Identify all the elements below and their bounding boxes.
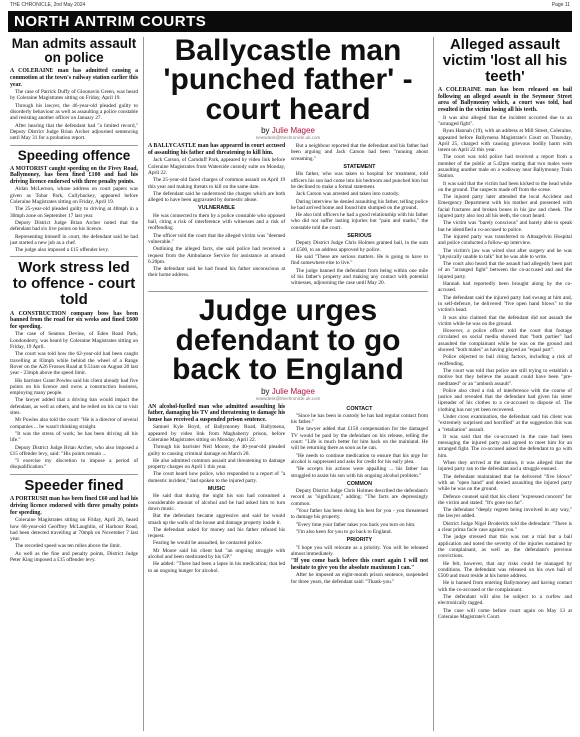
paragraph: The victim was "barely conscious" and barely able to speak but he identified a co-accused to police. bbox=[438, 220, 572, 233]
paragraph: Through his barrister Neil Moore, the 40-year-old pleaded guilty to causing criminal damage on March 28. bbox=[148, 444, 286, 457]
lead-paragraph: AN alcohol-fuelled man who admitted assaulting his father, damaging his TV and threatening to damage his house has received a suspended prison sentence. bbox=[148, 403, 286, 423]
byline: by Julie Magee bbox=[261, 386, 315, 396]
paragraph: The case of Patrick Duffy of Gloonavin Green, was heard by Coleraine Magistrates sitting on Friday, April 19. bbox=[10, 89, 138, 102]
paragraph: Ryan Hannah (19), with an address at Mill Street, Coleraine, appeared before Ballymena Magistrate's Court on Thursday, April 25, charged with causing grievous bodily harm with intent on April 22 this year. bbox=[438, 128, 572, 154]
headline: Alleged assault victim 'lost all his teeth' bbox=[442, 37, 568, 85]
article-man-admits-assault bbox=[10, 37, 138, 142]
paragraph: Jack Carson was arrested and taken into custody. bbox=[295, 191, 400, 198]
paragraph: The officer told the court that the alleged victim was "deemed vulnerable." bbox=[148, 232, 286, 245]
paragraph: "He needs to continue medication to ensure that his urge for alcohol is suppressed and asks for credit for his early plea. bbox=[290, 452, 428, 465]
paragraph: The defendant said he understood the charges which are both alleged to have been aggravated by domestic abuse. bbox=[148, 190, 286, 204]
paragraph: Coleraine Magistrates sitting on Friday, April 26, heard how 68-year-old Geoffrey McLaughlin, of Harbour Road, had been detected travelling at 70mph on November 7 last year. bbox=[10, 517, 138, 543]
paragraph: Through his lawyer, the 46-year-old pleaded guilty to disorderly behaviour as well as assaulting a police constable and resisting another officer on January 27. bbox=[10, 102, 138, 122]
article-speeder-fined bbox=[10, 478, 138, 564]
page-number: Page 11 bbox=[551, 2, 570, 8]
right-column bbox=[438, 37, 572, 733]
article-work-stress bbox=[10, 260, 138, 470]
headline: Man admits assault on police bbox=[11, 37, 137, 66]
subhead: VULNERABLE bbox=[198, 205, 236, 212]
paragraph: After hearing that the defendant had "a limited record," Deputy District Judge Brian Archer adjourned sentencing until May 31 for a probation report. bbox=[10, 122, 138, 142]
paragraph: Jack Carson, of Carnduff Park, appeared by video link before Coleraine Magistrates from Waterside custody suite on Monday, April 22. bbox=[148, 157, 286, 176]
lead-paragraph: A MOTORIST caught speeding on the Fivey Road, Ballymoney, has been fined £100 and had his driving licence endorsed with three penalty points. bbox=[10, 165, 138, 185]
paragraph: Deputy District Judge Brian Archer, who also imposed a £15 offender levy, said: "His points remain ... bbox=[10, 444, 138, 457]
paragraph: "I hope you will relocate as a priority. You will be released almost immediately. bbox=[290, 544, 428, 557]
paragraph: The lawyer added that £150 compensation for the damaged TV would be paid by the defendant on his release, telling the court: "Life is much better for him back on the mainland. He will be returning there as soon as he can. bbox=[290, 426, 428, 452]
article-ballycastle bbox=[148, 36, 428, 287]
article-speeding-offence bbox=[10, 149, 138, 254]
paragraph: "He accepts his actions were appalling ... his father has struggled to assist his son with his ongoing alcohol problem." bbox=[290, 466, 428, 479]
byline: by Julie Magee bbox=[261, 126, 315, 136]
author-email: newsdesk@thechronicle.uk.com bbox=[255, 395, 321, 401]
paragraph: The judge stressed that this was not a trial but a bail application and noted the severity of the injuries sustained by the complainant, as well as the defendant's previous convictions. bbox=[438, 534, 572, 560]
paragraph: The court was told how the 62-year-old had been caught travelling at 83mph while behind the wheel of a Range Rover on the A26 Frosses Road at 9.51am on August 20 last year - 23mph above the speed limit. bbox=[10, 351, 138, 377]
headline: Speeding offence bbox=[17, 147, 131, 163]
paragraph: He said that during the night his son had consumed a considerable amount of alcohol and he had asked him to turn down music. bbox=[148, 493, 286, 512]
main-headline: Judge urges defendant to go back to England bbox=[172, 294, 404, 387]
lead-paragraph: A COLERAINE man has admitted causing a commotion at the town's railway station earlier this year. bbox=[10, 68, 138, 88]
paragraph: It was said that the victim had been kicked to the head while on the ground. The suspects made off from the scene. bbox=[438, 180, 572, 193]
paragraph: The injured party later attended the local Accident and Emergency Department with his mother and presented with facial fractures and broken bones in his jaw and cheek. The injured party also lost all his teeth, the court heard. bbox=[438, 194, 572, 220]
main-headline: Ballycastle man 'punched father' - court heard bbox=[163, 36, 413, 126]
paragraph: He felt, however, that any risks could be managed by conditions. The defendant was released on his own bail of £500 and must reside at his home address. bbox=[438, 560, 572, 580]
paragraph: The defendant maintained that he delivered "five blows" with an "open hand" and denied assaulting the injured party while he was on the ground. bbox=[438, 473, 572, 493]
paragraph: Representing himself in court, the defendant said he had just started a new job as a chef. bbox=[10, 233, 138, 246]
lead-paragraph: A PORTRUSH man has been fined £60 and had his driving licence endorsed with three penalty points for speeding. bbox=[10, 496, 138, 516]
paragraph: The defendant said the injured party had swung at him and, in self-defence, he delivered "five open hand blows" to the victim's head. bbox=[438, 294, 572, 314]
subhead: STATEMENT bbox=[343, 164, 376, 171]
paragraph: When they arrived at the station, it was alleged that the injured party ran to the defendant and a struggle ensued. bbox=[438, 460, 572, 473]
subhead: COMMON bbox=[346, 480, 372, 487]
headline: Speeder fined bbox=[24, 476, 124, 494]
paragraph: "Since he has been in custody he has had regular contact from his father." bbox=[290, 412, 428, 426]
headline: Work stress led to offence - court told bbox=[12, 259, 136, 308]
paragraph: The injured party was transferred to Altnagelvin Hospital and police conducted a follow-up interview. bbox=[438, 233, 572, 247]
publication-date: THE CHRONICLE, 2nd May 2024 bbox=[10, 2, 86, 8]
divider bbox=[10, 256, 138, 257]
paragraph: The case will come before court again on May 13 at Coleraine Magistrate's Court. bbox=[438, 607, 572, 620]
paragraph: It was also claimed that the defendant did not assault the victim while he was on the ground. bbox=[438, 314, 572, 327]
paragraph: The lawyer added that a driving ban would impact the defendant, as well as others, and he relied on his car to visit sites. bbox=[10, 397, 138, 417]
paragraph: The court also heard that the assault had allegedly been part of an "arranged fight" between the co-accused and and the injured party. bbox=[438, 261, 572, 280]
paragraph: The court heard how police, who responded to a report of "a domestic incident," had spoken to the injured party. bbox=[148, 471, 286, 484]
paragraph: Aidan McLernon, whose address on court papers was given as Tobar Park, Cullybackey, appeared before Coleraine Magistrates sitting on Friday, April 19. bbox=[10, 186, 138, 206]
subhead: SERIOUS bbox=[347, 233, 372, 240]
paragraph: He also told officers he had a good relationship with his father who did not suffer lasting injuries but "pain and marks," the constable told the court. bbox=[290, 212, 428, 231]
divider bbox=[10, 474, 138, 475]
page-header bbox=[0, 0, 580, 9]
paragraph: Fearing he would be assaulted, he contacted police. bbox=[153, 540, 262, 547]
paragraph: He added: "There had been a lapse in his medication; that led to an ongoing hunger for alcohol. bbox=[148, 561, 286, 574]
paragraph: Outlining the alleged facts, she said police had received a request from the Ambulance Service for assistance at around 6.20pm. bbox=[148, 246, 286, 265]
pull-quote: "If you come back before this court again I will not hesitate to give you the absolute maximum I can." bbox=[290, 558, 428, 571]
paragraph: Mr Powles also told the court: "He is a director of several companies ... he wasn't thinking straight. bbox=[10, 417, 138, 430]
paragraph: Deputy District Judge Brian Archer noted that the defendant had six live points on his licence. bbox=[10, 219, 138, 233]
paragraph: The defendant asked for money and his father refused his request. bbox=[148, 526, 286, 540]
paragraph: He said "These are serious matters. He is going to have to find somewhere else to live." bbox=[290, 253, 428, 267]
paragraph: Police objected to bail citing factors, including a risk of reoffending. bbox=[438, 354, 572, 367]
author: Julie Magee bbox=[271, 386, 315, 396]
paragraph: His barrister Grant Powles said his client already had five points on his licence and owns a construction business, employing many people. bbox=[10, 377, 138, 397]
column-rule bbox=[433, 37, 434, 731]
paragraph: During interview he denied assaulting his father, telling police he had arrived home and found him slumped on the ground. bbox=[290, 198, 428, 211]
article-body bbox=[10, 496, 138, 563]
paragraph: The judge banned the defendant from being within one mile of his father's property and making any contact with potential witnesses, adjourning the case until May 20. bbox=[290, 267, 428, 287]
article-body bbox=[10, 166, 138, 254]
article-body bbox=[10, 68, 138, 141]
article-body bbox=[10, 311, 138, 471]
paragraph: Deputy District Judge Chris Holmes described the defendant's record as "significant," adding: "The facts are depressingly common. bbox=[290, 488, 428, 507]
left-column bbox=[10, 37, 138, 733]
paragraph: Defence counsel said that his client "expressed concern" for the victim and stated: "It's gone too far". bbox=[438, 493, 572, 506]
paragraph: "Your father has been doing his best for you - you threatened to damage his property. bbox=[290, 508, 428, 521]
paragraph: The victim's jaw was wired shut after surgery and he was "physically unable to talk" but he was able to write. bbox=[438, 247, 572, 260]
paragraph: He was connected to them by a police constable who opposed bail, citing a risk of interference with witnesses and a risk of reoffending. bbox=[148, 212, 286, 232]
lead-paragraph: A BALLYCASTLE man has appeared in court accused of assaulting his father and threatening to kill him. bbox=[148, 143, 286, 156]
lead-paragraph: A COLERAINE man has been released on bail following an alleged assault in the Seymour Street area of Ballymoney which, a court was told, had resulted in the victim losing all his teeth. bbox=[438, 87, 572, 114]
paragraph: The recorded speed was ten miles above the limit. bbox=[15, 543, 122, 550]
paragraph: Hannah had reportedly been brought along by the co-accused. bbox=[438, 281, 572, 294]
paragraph: Mr Moore said his client had "an ongoing struggle with alcohol and been medicated by his GP." bbox=[148, 547, 286, 560]
divider bbox=[10, 145, 138, 146]
paragraph: The case of Seamus Devine, of Eden Road Park, Londonderry, was heard by Coleraine Magistrates sitting on Friday, 19 April. bbox=[10, 331, 138, 351]
paragraph: It was also alleged that the incident occurred due to an "arranged fight". bbox=[438, 114, 572, 127]
paragraph: The defendant will also be subject to a curfew and electronically tagged. bbox=[438, 594, 572, 607]
paragraph: The court was told police had received a report from a member of the public at 5.42pm stating that two males were assaulting another male on a walkway near Ballymoney Train Station. bbox=[438, 154, 572, 180]
author-email: newsdesk@thechronicle.uk.com bbox=[255, 135, 321, 141]
article-alleged-assault bbox=[438, 37, 572, 620]
paragraph: "It was the stress of work; he has been driving all his life." bbox=[10, 430, 138, 444]
paragraph: The court was told that police are still trying to establish a motive but they believe the assault could have been "pre-meditated" or an "ambush assault". bbox=[438, 367, 572, 387]
paragraph: The defendant "deeply regrets being involved in any way," the lawyer added. bbox=[438, 507, 572, 520]
paragraph: After he imposed an eight-month prison sentence, suspended for three years, the defendant said: "Thank-you." bbox=[290, 572, 428, 585]
paragraph: It was said that the co-accused in the case had been messaging the injured party and agreed to meet him for an arranged fight. The co-accused asked the defendant to go with him. bbox=[438, 433, 572, 459]
paragraph: However, a police officer told the court that footage circulated on social media showed that "both parties" had assaulted the complainant while he was on the ground and showed "both males" as having played an "equal part". bbox=[438, 328, 572, 354]
author: Julie Magee bbox=[271, 126, 315, 136]
paragraph: "I exercise my discretion to impose a period of disqualification." bbox=[10, 458, 138, 471]
paragraph: District Judge Nigel Broderick told the defendant: "There is a clear prima facie case against you." bbox=[438, 520, 572, 534]
paragraph: The judge also imposed a £15 offender levy. bbox=[15, 247, 109, 254]
paragraph: But a neighbour reported that the defendant and his father had been arguing and Jack Carson had been "running about screaming." bbox=[290, 143, 428, 162]
section-banner: NORTH ANTRIM COURTS bbox=[8, 11, 572, 32]
article-judge-urges bbox=[148, 296, 428, 585]
subhead: CONTACT bbox=[346, 405, 373, 412]
subhead: MUSIC bbox=[207, 486, 226, 493]
middle-column bbox=[148, 36, 428, 734]
paragraph: The 25-year-old pleaded guilty to driving at 48mph in a 30mph zone on September 17 last year. bbox=[10, 206, 138, 219]
paragraph: Deputy District Judge Chris Holmes granted bail, in the sum of £500, to an address approved by police. bbox=[290, 240, 428, 253]
paragraph: He is banned from entering Ballymoney and having contact with the co-accused or the complainant. bbox=[438, 580, 572, 593]
paragraph: The 25-year-old faced charges of common assault on April 19 this year and making threats to kill on the same date. bbox=[148, 177, 286, 190]
divider bbox=[148, 291, 428, 292]
paragraph: "Every time your father takes you back you turn on him. bbox=[295, 521, 416, 528]
paragraph: Under cross examination, the defendant said his client was "extremely surprised and horrified" at the suggestion this was a "retaliation" assault. bbox=[438, 413, 572, 433]
paragraph: The defendant said he had found his father unconscious at their home address. bbox=[148, 266, 286, 279]
lead-paragraph: A CONSTRUCTION company boss has been banned from the road for six weeks and fined £600 for speeding. bbox=[10, 310, 138, 330]
paragraph: Samuel Kyle Boyd, of Ballymoney Road, Ballymena, appeared by video link from Maghaberry prison, before Coleraine Magistrates sitting on Monday, April 22. bbox=[148, 424, 286, 443]
paragraph: His father, who was taken to hospital for treatment, told officers his son had come into his bedroom and punched him but he declined to make a formal statement. bbox=[290, 171, 428, 190]
column-rule bbox=[143, 37, 144, 731]
paragraph: Police also cited a risk of interference with the course of justice and revealed that the defendant had given his sister lipreader of his clothes to a co-accused to dispose of. The clothing has not yet been recovered. bbox=[438, 387, 572, 413]
subhead: PRIORITY bbox=[346, 537, 373, 544]
paragraph: He also admitted common assault and threatening to damage property charges on April 1 this year. bbox=[148, 457, 286, 471]
paragraph: But the defendant became aggressive and said he would smash up the walls of the house and damage property inside it. bbox=[148, 513, 286, 526]
paragraph: "I'm also keen for you to go back to England. bbox=[295, 528, 392, 535]
paragraph: As well as the fine and penalty points, District Judge Peter King imposed a £15 offender levy. bbox=[10, 550, 138, 563]
